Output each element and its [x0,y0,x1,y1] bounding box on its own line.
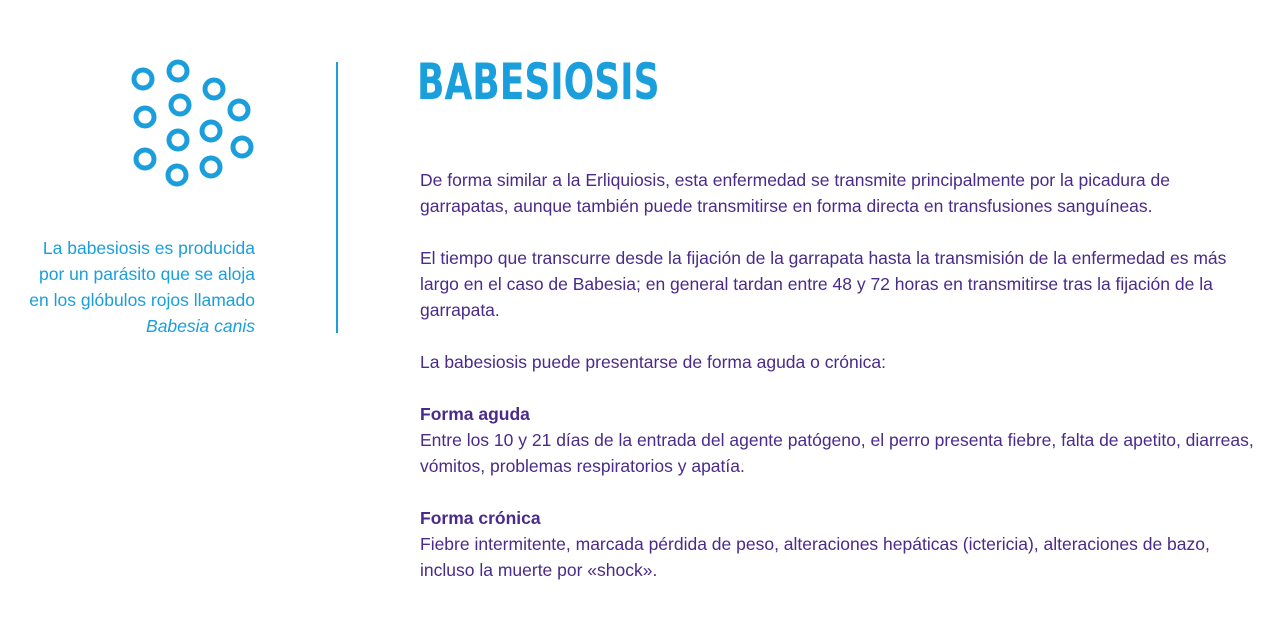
sidebar-caption [0,235,255,339]
cell-circle [169,131,187,149]
cell-circle [205,80,223,98]
page-title: BABESIOSIS [417,53,660,111]
caption-species-name: Babesia canis [146,316,255,336]
paragraph-timing: El tiempo que transcurre desde la fijación de la garrapata hasta la transmisión de la enfermedad es más largo en el caso de Babesia; en general tardan entre 48 y 72 horas en transmitirse tras la fijación de la garrapata. [420,248,1227,320]
caption-line: por un parásito que se aloja [39,264,255,284]
cell-circle [202,158,220,176]
cell-circle [233,138,251,156]
cell-circle [202,122,220,140]
acute-form-heading: Forma aguda [420,404,530,424]
caption-line: La babesiosis es producida [42,238,255,258]
main-content [420,167,1261,583]
cell-circle [134,70,152,88]
cell-circle [136,150,154,168]
chronic-form-heading: Forma crónica [420,508,541,528]
paragraph-forms-intro: La babesiosis puede presentarse de forma aguda o crónica: [420,352,886,372]
cell-circle [169,62,187,80]
paragraph-transmission: De forma similar a la Erliquiosis, esta enfermedad se transmite principalmente por la picadura de garrapatas, aunque también puede transmitirse en forma directa en transfusiones sanguíneas. [420,170,1170,216]
blood-cells-icon [125,54,265,194]
cell-circle [230,101,248,119]
cell-circle [171,96,189,114]
vertical-divider [336,62,338,333]
cell-circle [168,166,186,184]
cell-circle [136,108,154,126]
acute-form-text: Entre los 10 y 21 días de la entrada del agente patógeno, el perro presenta fiebre, falta de apetito, diarreas, vómitos, problemas respiratorios y apatía. [420,430,1254,476]
chronic-form-text: Fiebre intermitente, marcada pérdida de peso, alteraciones hepáticas (ictericia), alteraciones de bazo, incluso la muerte por «shock». [420,534,1210,580]
caption-line: en los glóbulos rojos llamado [29,290,255,310]
